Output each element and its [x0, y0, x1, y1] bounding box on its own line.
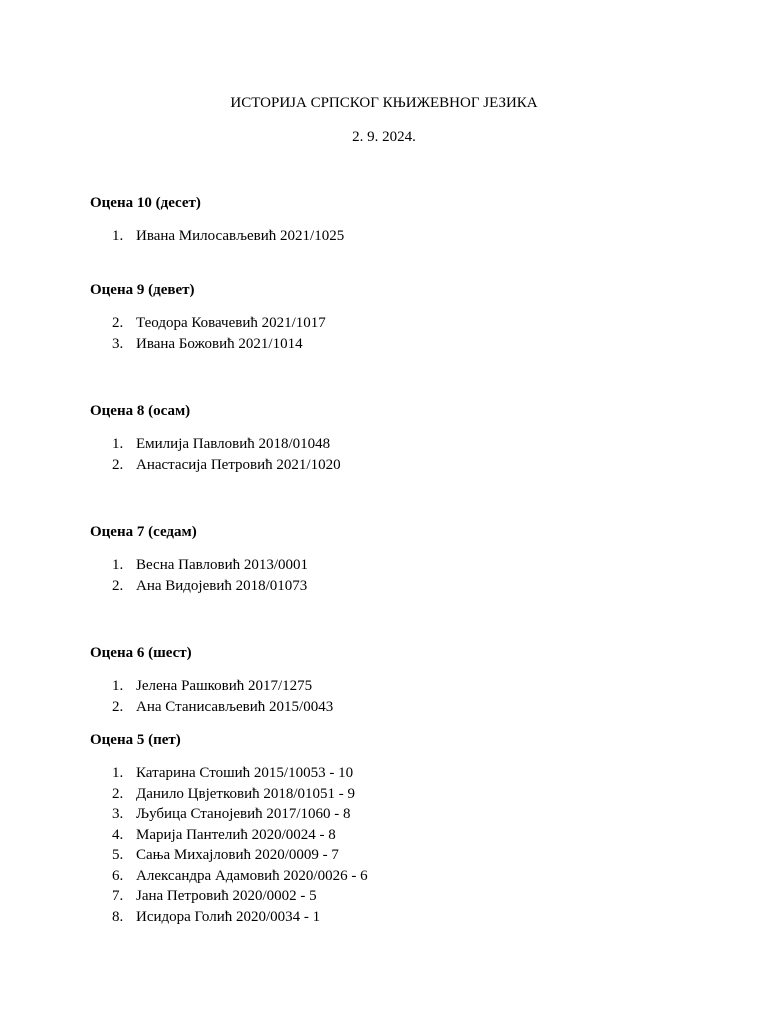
list-item-number: 5. [112, 847, 124, 863]
list-item-number: 4. [112, 826, 124, 843]
list-item-number: 7. [112, 888, 124, 904]
list-item-text: Данило Цвјетковић 2018/01051 - 9 [136, 785, 356, 802]
grade-5-heading: Оцена 5 (пет) [90, 732, 181, 748]
list-item-number: 8. [112, 908, 124, 925]
grade-7-heading: Оцена 7 (седам) [90, 524, 197, 540]
list-item-number: 3. [112, 806, 124, 822]
document-title: ИСТОРИЈА СРПСКОГ КЊИЖЕВНОГ ЈЕЗИКА [230, 95, 538, 111]
list-item-number: 2. [112, 456, 124, 473]
list-item-text: Исидора Голић 2020/0034 - 1 [136, 908, 321, 925]
grade-9-heading: Оцена 9 (девет) [90, 282, 195, 298]
list-item-number: 1. [112, 557, 124, 573]
list-item-text: Љубица Станојевић 2017/1060 - 8 [136, 806, 351, 822]
list-item-text: Ивана Божовић 2021/1014 [136, 335, 303, 352]
list-item-number: 6. [112, 867, 124, 884]
grade-8-heading: Оцена 8 (осам) [90, 403, 191, 419]
list-item-number: 1. [112, 228, 124, 244]
list-item-text: Марија Пантелић 2020/0024 - 8 [136, 826, 336, 843]
list-item-number: 1. [112, 678, 124, 694]
list-item-text: Катарина Стошић 2015/10053 - 10 [136, 765, 354, 781]
list-item-text: Теодора Ковачевић 2021/1017 [136, 315, 326, 331]
list-item-number: 2. [112, 315, 124, 331]
list-item-text: Јана Петровић 2020/0002 - 5 [136, 888, 317, 904]
list-item-text: Емилија Павловић 2018/01048 [136, 436, 331, 452]
list-item-text: Анастасија Петровић 2021/1020 [136, 456, 341, 473]
list-item-text: Сања Михајловић 2020/0009 - 7 [136, 847, 339, 863]
list-item-text: Александра Адамовић 2020/0026 - 6 [136, 867, 368, 884]
list-item-number: 2. [112, 785, 124, 802]
grade-10-heading: Оцена 10 (десет) [90, 195, 201, 211]
list-item-text: Ана Видојевић 2018/01073 [136, 577, 308, 594]
list-item-number: 1. [112, 765, 124, 781]
list-item-text: Весна Павловић 2013/0001 [136, 557, 309, 573]
list-item-number: 3. [112, 335, 124, 352]
list-item-number: 1. [112, 436, 124, 452]
list-item-number: 2. [112, 577, 124, 594]
list-item-text: Ивана Милосављевић 2021/1025 [136, 228, 345, 244]
list-item-number: 2. [112, 698, 124, 715]
document-date: 2. 9. 2024. [352, 129, 416, 145]
list-item-text: Ана Станисављевић 2015/0043 [136, 698, 334, 715]
grade-6-heading: Оцена 6 (шест) [90, 645, 192, 661]
list-item-text: Јелена Рашковић 2017/1275 [136, 678, 313, 694]
